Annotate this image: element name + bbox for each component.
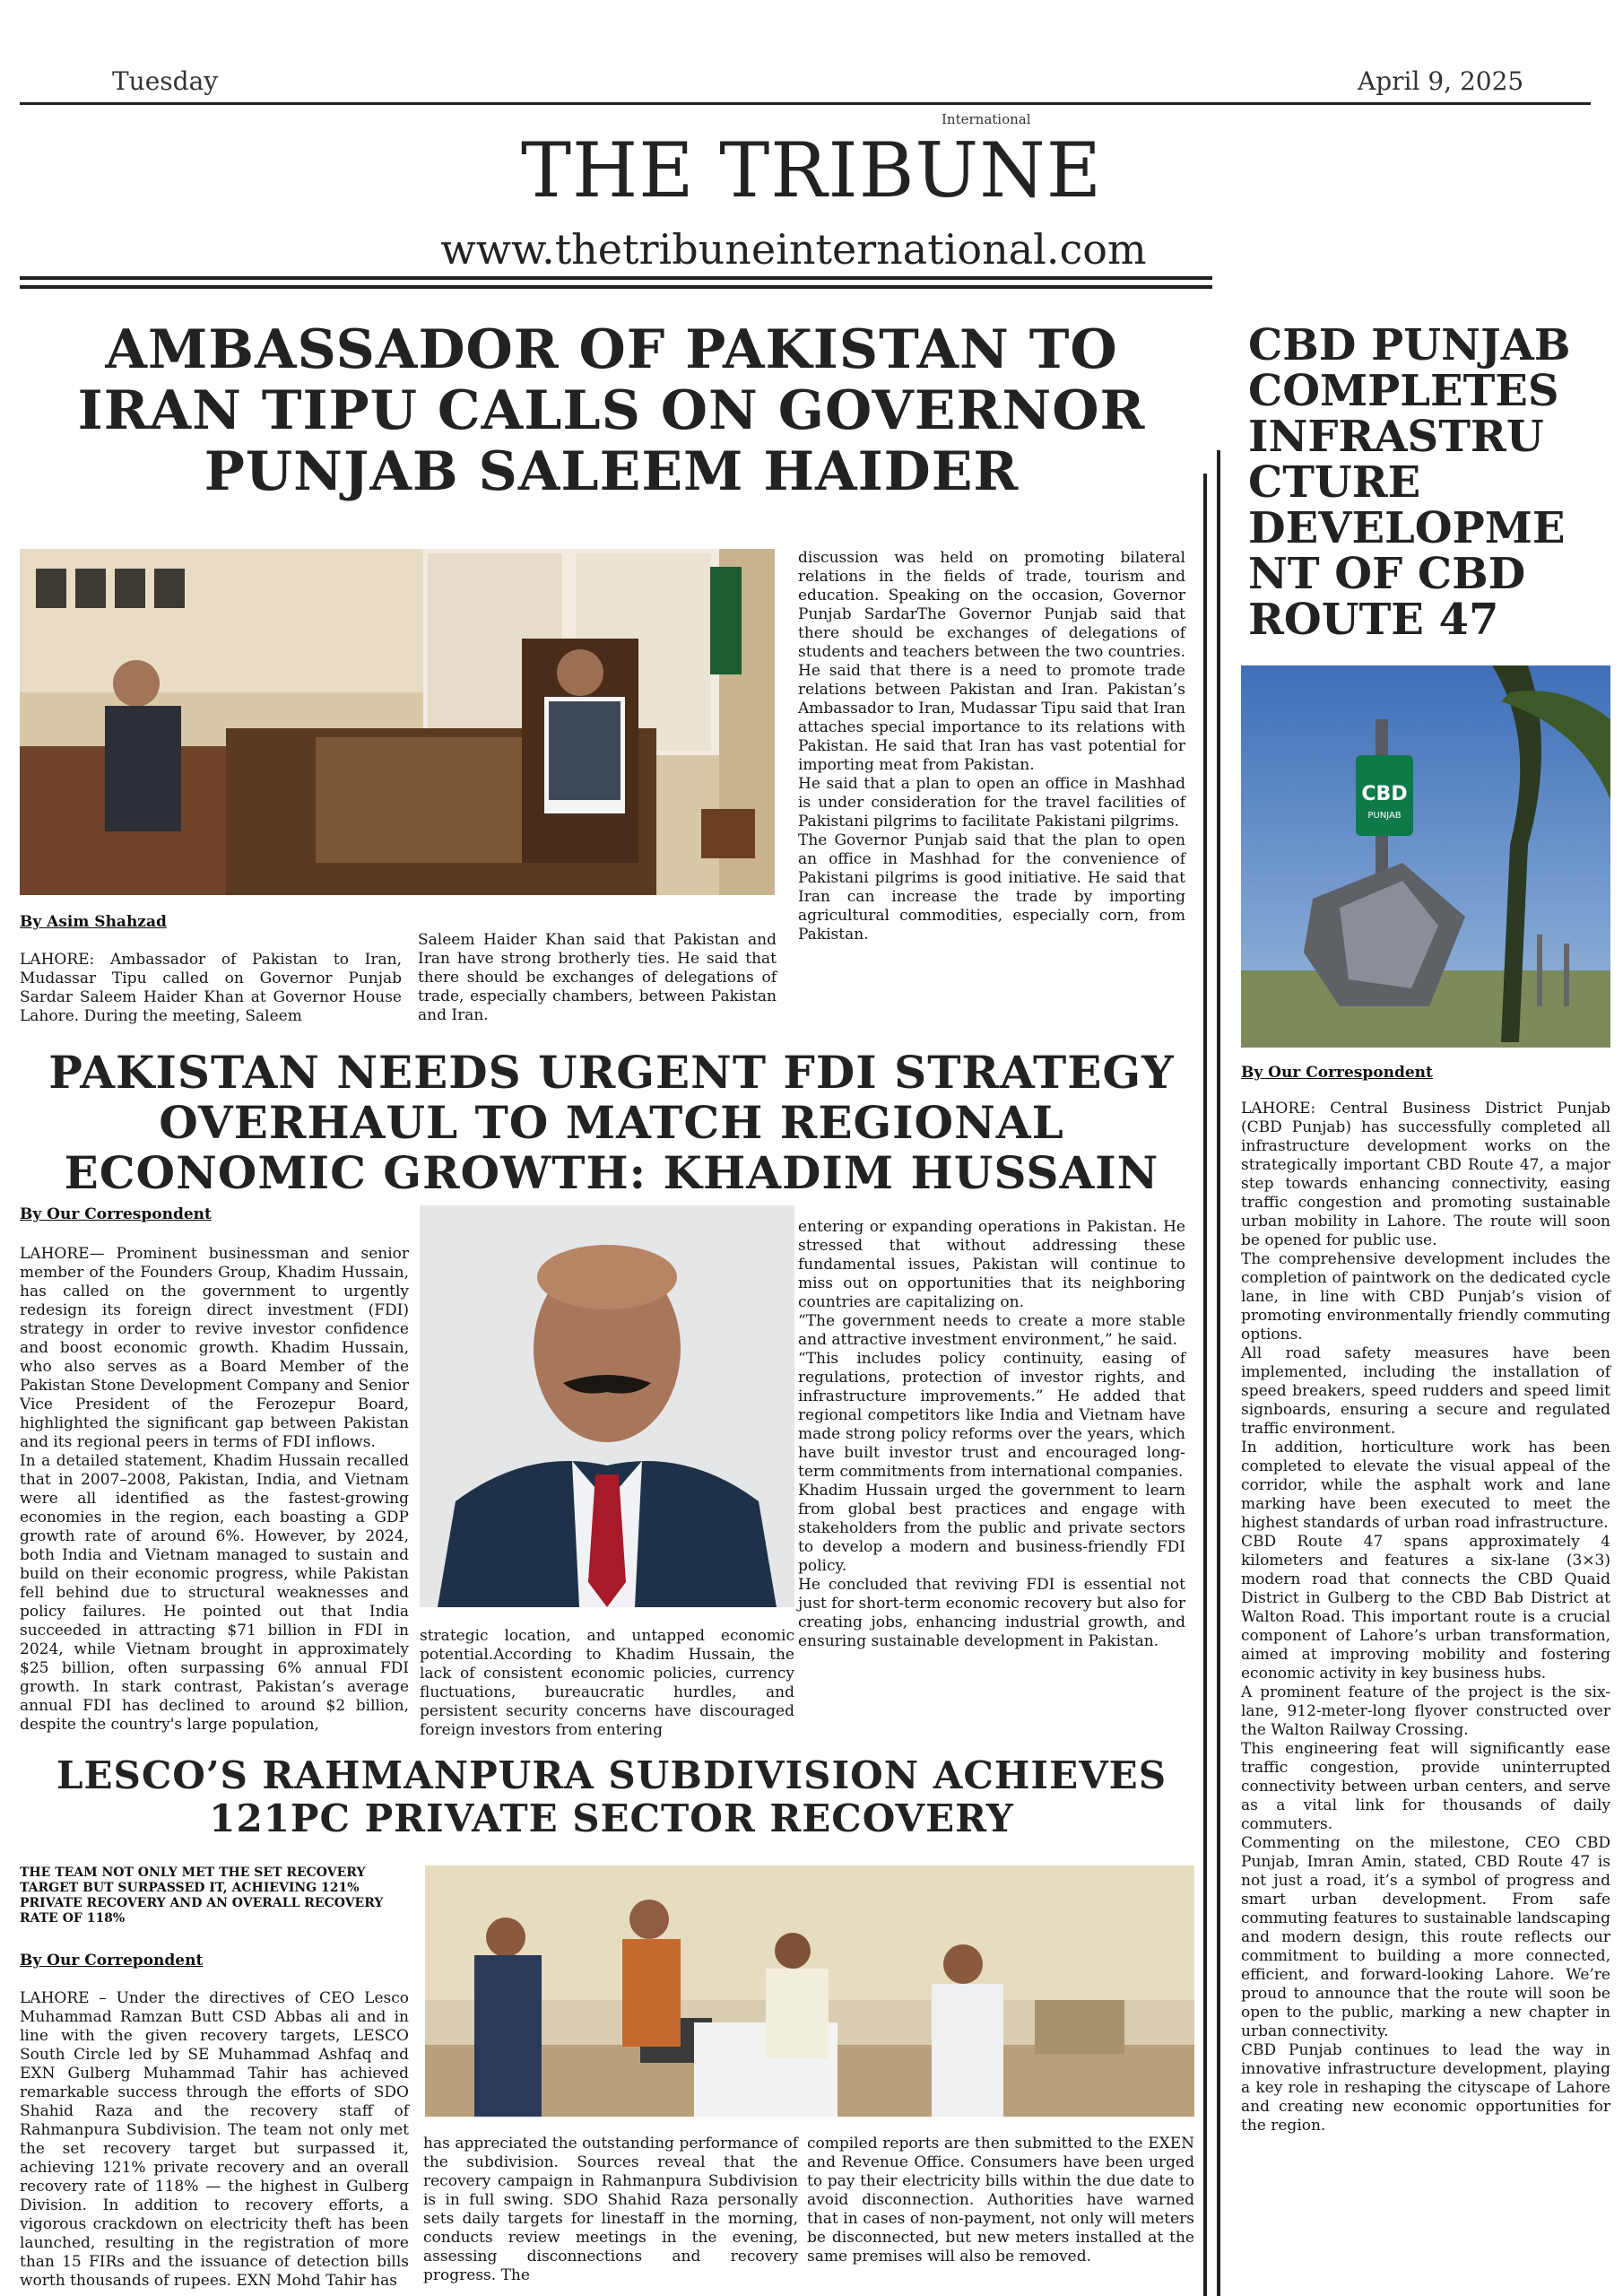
- story3-byline: By Our Correpondent: [20, 1952, 204, 1970]
- sidebar-byline: By Our Correspondent: [1241, 1064, 1433, 1082]
- story1-col2: Saleem Haider Khan said that Pakistan and Iran have strong brotherly ties. He said that there should be exchanges of delegations of trade, especially chambers, between Pakistan and Iran.: [418, 931, 777, 1024]
- sidebar-p5: CBD Route 47 spans approximately 4 kilometers and features a six-lane (3×3) modern road that connects the CBD Quaid District in Gulberg to the CBD Bab District at Walton Road. This important route is a crucial component of Lahore’s urban transformation, aimed at improving mobility and fostering economic activity in key business hubs.: [1241, 1533, 1610, 1683]
- story3-headline: LESCO’S RAHMANPURA SUBDIVISION ACHIEVES 121PC PRIVATE SECTOR RECOVERY: [56, 1753, 1167, 1840]
- masthead-rule-1: [20, 276, 1212, 280]
- newspaper-title: THE TRIBUNE: [520, 126, 1103, 214]
- sidebar-p1: LAHORE: Central Business District Punjab (CBD Punjab) has successfully completed all infrastructure development works on the strategically important CBD Route 47, a major step towards enhancing connectivity, easing traffic congestion and promoting sustainable urban mobility in Lahore. The route will soon be opened for public use.: [1241, 1100, 1610, 1249]
- sidebar-body: [1241, 1100, 1610, 2135]
- story1-col3-p1: discussion was held on promoting bilateral relations in the fields of trade, tourism and education. Speaking on the occasion, Governor Punjab SardarThe Governor Punjab said that there should be exchanges of delegations of students and teachers between the two countries. He said that there is a need to promote trade relations between Pakistan and Iran. Pakistan’s Ambassador to Iran, Mudassar Tipu said that Iran attaches special importance to its relations with Pakistan. He said that Iran has vast potential for importing meat from Pakistan.: [798, 549, 1186, 774]
- story1-headline: AMBASSADOR OF PAKISTAN TO IRAN TIPU CALLS ON GOVERNOR PUNJAB SALEEM HAIDER: [77, 318, 1146, 503]
- cbd-sign-subtext: PUNJAB: [1367, 811, 1402, 821]
- sidebar-p8: Commenting on the milestone, CEO CBD Punjab, Imran Amin, stated, CBD Route 47 is not just a road, it’s a symbol of progress and smart urban development. From safe commuting features to sustainable landscaping and modern design, this route reflects our commitment to building a more connected, efficient, and forward-looking Lahore. We’re proud to announce that the route will soon be open to the public, marking a new chapter in urban connectivity.: [1241, 1834, 1610, 2040]
- story3-subhead: THE TEAM NOT ONLY MET THE SET RECOVERY TARGET BUT SURPASSED IT, ACHIEVING 121% PRIVATE RECOVERY AND AN OVERALL RECOVERY RATE OF 118%: [20, 1866, 384, 1926]
- sidebar-p4: In addition, horticulture work has been completed to elevate the visual appeal of the corridor, while the asphalt work and lane marking have been executed to meet the highest standards of urban road infrastructure.: [1241, 1439, 1610, 1532]
- story1-col1: LAHORE: Ambassador of Pakistan to Iran, Mudassar Tipu called on Governor Punjab Sardar Saleem Haider Khan at Governor House Lahore. During the meeting, Saleem: [20, 951, 402, 1025]
- story3-col1: LAHORE – Under the directives of CEO Lesco Muhammad Ramzan Butt CSD Abbas ali and in line with the given recovery targets, LESCO South Circle led by SE Muhammad Ashfaq and EXN Gulberg Muhammad Tahir has achieved remarkable success through the efforts of SDO Shahid Raza and the recovery staff of Rahmanpura Subdivision. The team not only met the set recovery target but surpassed it, achieving 121% private recovery and an overall recovery rate of 118% — the highest in Gulberg Division. In addition to recovery efforts, a vigorous crackdown on electricity theft has been launched, resulting in the registration of more than 15 FIRs and the issuance of detection bills worth thousands of rupees. EXN Mohd Tahir has: [20, 1989, 409, 2290]
- story2-col3-p1: entering or expanding operations in Pakistan. He stressed that without addressing these fundamental issues, Pakistan will continue to miss out on opportunities that its neighboring countries are capitalizing on.: [798, 1218, 1185, 1311]
- sidebar-p7: This engineering feat will significantly ease traffic congestion, provide uninterrupted connectivity between urban centers, and serve as a vital link for thousands of daily commuters.: [1241, 1740, 1610, 1833]
- sidebar-photo: [1241, 665, 1610, 1048]
- story2-col1-p2: In a detailed statement, Khadim Hussain recalled that in 2007–2008, Pakistan, India, and Vietnam were all identified as the fastest-growing economies in the region, each boasting a GDP growth rate of around 6%. However, by 2024, both India and Vietnam managed to sustain and build on their economic progress, while Pakistan fell behind due to structural weaknesses and policy failures. He pointed out that India succeeded in attracting $71 billion in FDI in 2024, while Vietnam brought in approximately $25 billion, often surpassing 6% annual FDI growth. In stark contrast, Pakistan’s average annual FDI has declined to around $2 billion, despite the country's large population,: [20, 1452, 409, 1734]
- masthead-kicker: International: [942, 111, 1031, 127]
- story2-col1-p1: LAHORE— Prominent businessman and senior member of the Founders Group, Khadim Hussain, has called on the government to urgently redesign its foreign direct investment (FDI) strategy in order to revive investor confidence and boost economic growth. Khadim Hussain, who also serves as a Board Member of the Pakistan Stone Development Company and Senior Vice President of the Ferozepur Board, highlighted the significant gap between Pakistan and its regional peers in terms of FDI inflows.: [20, 1245, 409, 1451]
- story2-headline: PAKISTAN NEEDS URGENT FDI STRATEGY OVERHAUL TO MATCH REGIONAL ECONOMIC GROWTH: KHADIM HUSSAIN: [48, 1046, 1175, 1199]
- sidebar-divider-inner: [1217, 450, 1220, 2296]
- masthead-rule-2: [20, 285, 1212, 289]
- story3-col2: has appreciated the outstanding performance of the subdivision. Sources reveal that the recovery campaign in Rahmanpura Subdivision is in full swing. SDO Shahid Raza personally sets daily targets for linestaff in the morning, conducts review meetings in the evening, assessing disconnections and recovery progress. The: [423, 2135, 798, 2284]
- sidebar-headline: CBD PUNJAB COMPLETES INFRASTRU CTURE DEVELOPME NT OF CBD ROUTE 47: [1248, 320, 1571, 645]
- website-url[interactable]: www.thetribuneinternational.com: [440, 225, 1147, 274]
- sidebar-divider-outer: [1203, 474, 1207, 2296]
- story1-col3: [798, 549, 1185, 944]
- sidebar-p3: All road safety measures have been implemented, including the installation of speed breakers, speed rudders and speed limit signboards, ensuring a secure and regulated traffic environment.: [1241, 1344, 1610, 1438]
- story2-col2: strategic location, and untapped economic potential.According to Khadim Hussain, the lack of consistent economic policies, currency fluctuations, bureaucratic hurdles, and persistent security concerns have discouraged foreign investors from entering: [420, 1627, 794, 1739]
- story2-col3-p2: “The government needs to create a more stable and attractive investment environment,” he said.: [798, 1312, 1185, 1349]
- story2-col3-p4: Khadim Hussain urged the government to learn from global best practices and engage with stakeholders from the public and private sectors to develop a modern and business-friendly FDI policy.: [798, 1482, 1185, 1575]
- story1-col3-p3: The Governor Punjab said that the plan to open an office in Mashhad for the convenience of Pakistani pilgrims is good initiative. He said that Iran can increase the trade by importing agricultural commodities, especially corn, from Pakistan.: [798, 831, 1185, 944]
- story1-byline: By Asim Shahzad: [20, 913, 167, 931]
- date-label: April 9, 2025: [1358, 66, 1524, 96]
- day-label: Tuesday: [112, 66, 219, 96]
- story3-photo: [425, 1866, 1194, 2117]
- story2-col3-p5: He concluded that reviving FDI is essential not just for short-term economic recovery but also for creating jobs, enhancing industrial growth, and ensuring sustainable development in Pakistan.: [798, 1576, 1185, 1650]
- sidebar-p6: A prominent feature of the project is the six-lane, 912-meter-long flyover constructed over the Walton Railway Crossing.: [1241, 1683, 1610, 1739]
- cbd-sign-text: CBD: [1361, 783, 1408, 805]
- sidebar-p2: The comprehensive development includes the completion of paintwork on the dedicated cycle lane, in line with CBD Punjab’s vision of promoting environmentally friendly commuting options.: [1241, 1250, 1610, 1344]
- story3-col3: compiled reports are then submitted to the EXEN and Revenue Office. Consumers have been urged to pay their electricity bills within the due date to avoid disconnection. Authorities have warned that in cases of non-payment, not only will meters be disconnected, but new meters installed at the same premises will also be removed.: [807, 2135, 1194, 2266]
- story2-col3: [798, 1218, 1185, 1651]
- masthead-top-rule: [20, 102, 1591, 105]
- story2-col1: [20, 1245, 409, 1735]
- story1-photo: [20, 549, 775, 895]
- story1-col3-p2: He said that a plan to open an office in Mashhad is under consideration for the travel facilities of Pakistani pilgrims to facilitate Pakistani pilgrims.: [798, 775, 1185, 831]
- story2-portrait: [420, 1205, 794, 1607]
- story2-byline: By Our Correspondent: [20, 1205, 212, 1223]
- story2-col3-p3: “This includes policy continuity, easing of regulations, protection of investor rights, and infrastructure improvements.” He added that regional competitors like India and Vietnam have made strong policy reforms over the years, which have built investor trust and encouraged long-term commitments from international companies.: [798, 1350, 1185, 1481]
- sidebar-p9: CBD Punjab continues to lead the way in innovative infrastructure development, playing a key role in reshaping the cityscape of Lahore and creating new economic opportunities for the region.: [1241, 2041, 1610, 2135]
